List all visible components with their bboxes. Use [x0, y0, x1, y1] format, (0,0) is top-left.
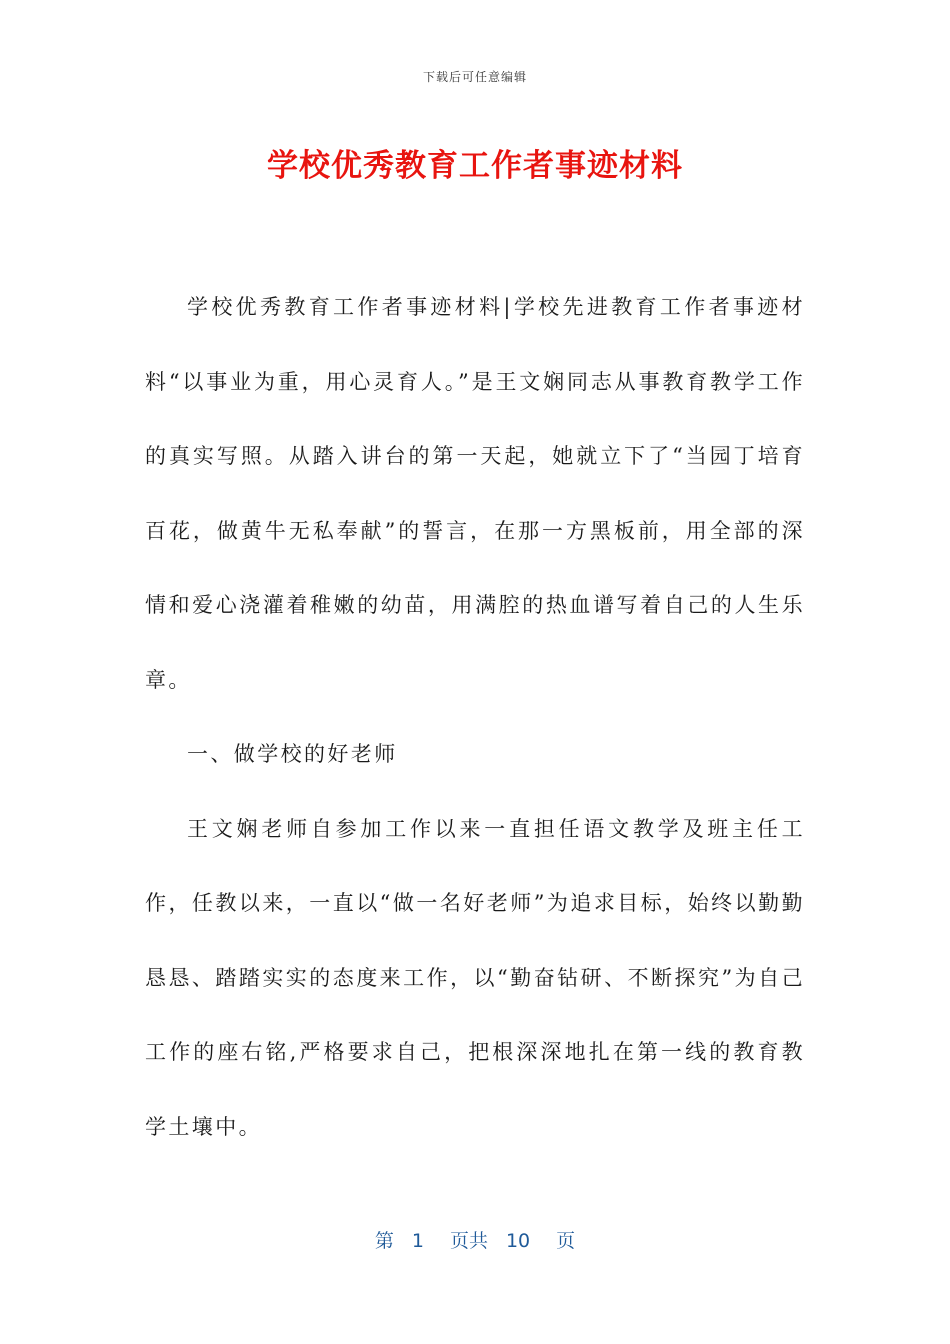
page-footer: [0, 1226, 950, 1253]
current-page: 1: [411, 1230, 424, 1252]
page-mid: 页共: [449, 1230, 488, 1252]
page-prefix: 第: [374, 1230, 394, 1252]
total-pages: 10: [505, 1230, 531, 1252]
page-suffix: 页: [556, 1230, 576, 1252]
paragraph-section-1: 王文娴老师自参加工作以来一直担任语文教学及班主任工作，任教以来，一直以“做一名好老师”为追求目标，始终以勤勤恳恳、踏踏实实的态度来工作，以“勤奋钻研、不断探究”为自己工作的座右铭,严格要求自己，把根深深地扎在第一线的教育教学土壤中。: [145, 816, 805, 1139]
header-note: 下载后可任意编辑: [422, 70, 527, 84]
section-heading: 一、做学校的好老师: [187, 742, 398, 766]
document-body: [145, 270, 805, 1164]
paragraph-intro: 学校优秀教育工作者事迹材料|学校先进教育工作者事迹材料“以事业为重，用心灵育人。”是王文娴同志从事教育教学工作的真实写照。从踏入讲台的第一天起，她就立下了“当园丁培育百花，做黄牛无私奉献”的誓言，在那一方黑板前，用全部的深情和爱心浇灌着稚嫩的幼苗，用满腔的热血谱写着自己的人生乐章。: [145, 295, 805, 692]
document-title: 学校优秀教育工作者事迹材料: [267, 148, 683, 184]
